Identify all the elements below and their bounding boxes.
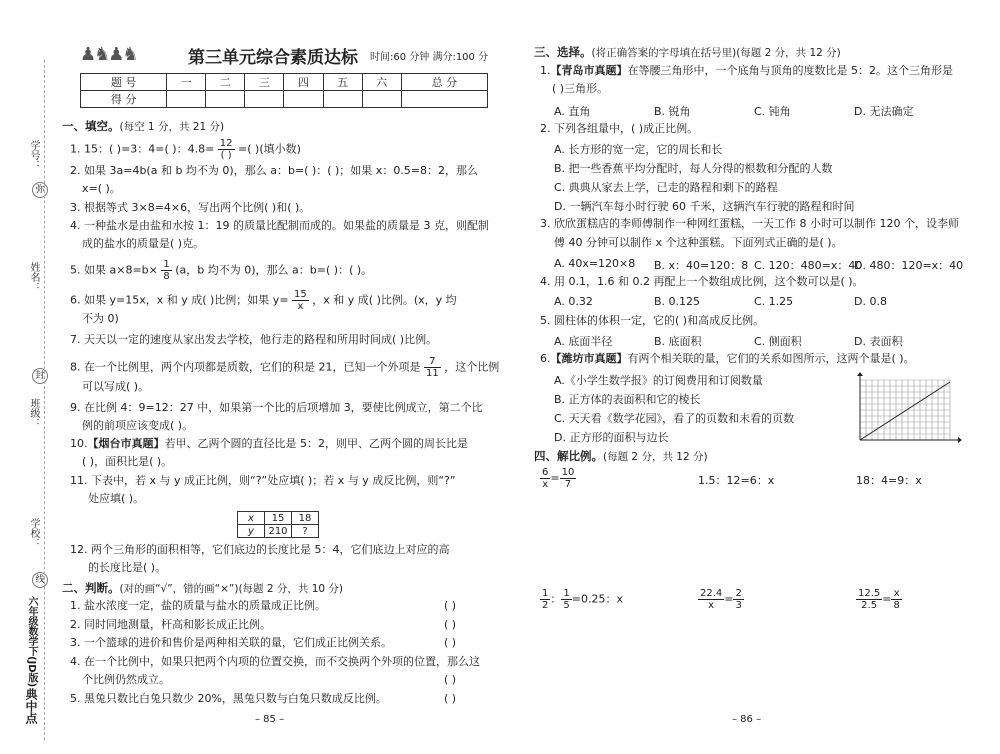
source-tag: 【潍坊市真题】: [550, 352, 628, 365]
cut-line: [44, 60, 46, 740]
choice-6: 6.【潍坊市真题】有两个相关联的量，它们的关系如图所示，这两个量是( )。: [540, 352, 915, 365]
xy-cell: 210: [265, 525, 292, 538]
graph-line: [860, 382, 950, 440]
x-axis-arrow-icon: [958, 437, 962, 443]
page-title: 第三单元综合素质达标: [188, 48, 358, 68]
question-2: 2. 如果 3a=4b(a 和 b 均不为 0)，那么 a：b=( )：( )；如果 x：0.5=8：2，那么: [70, 164, 479, 177]
answer-paren[interactable]: ( ): [444, 692, 457, 705]
question-6: 6. 如果 y=15x，x 和 y 成( )比例；如果 y= $\frac{15}{x}$ ，x 和 y 成( )比例。(x，y 均: [70, 289, 457, 312]
option[interactable]: A. 40x=120×8: [554, 257, 636, 270]
question-10: 10.【烟台市真题】若甲、乙两个圆的直径比是 5：2，则甲、乙两个圆的周长比是: [70, 437, 468, 450]
y-axis-arrow-icon: [857, 372, 863, 376]
question-4-cont: 成的盐水的质量是( )克。: [82, 237, 205, 250]
option[interactable]: C. 1.25: [754, 295, 794, 308]
xy-cell: ?: [292, 525, 319, 538]
question-11-cont: 处应填( )。: [88, 492, 145, 505]
judge-5: 5. 黑兔只数比白兔只数少 20%，黑兔只数与白兔只数成反比例。: [70, 692, 387, 705]
option[interactable]: C. 典典从家去上学，已走的路程和剩下的路程: [554, 181, 778, 194]
answer-paren[interactable]: ( ): [444, 673, 457, 686]
score-cell[interactable]: [401, 91, 487, 108]
option[interactable]: A. 0.32: [554, 295, 593, 308]
fraction: $\frac{15}{x}$: [294, 289, 307, 312]
choice-1-cont: ( )三角形。: [552, 82, 609, 95]
margin-seal-xian: 线: [32, 572, 48, 588]
score-cell[interactable]: [323, 91, 362, 108]
source-tag: 【青岛市真题】: [550, 64, 628, 77]
equation-5: $\frac{22.4}{x}$ = $\frac{2}{3}$: [700, 588, 742, 611]
question-12-cont: 的长度比是( )。: [88, 561, 167, 574]
score-table: [80, 73, 488, 108]
right-page: [500, 0, 1000, 754]
option[interactable]: B. 0.125: [654, 295, 701, 308]
xy-cell: 15: [265, 512, 292, 525]
score-header: 二: [206, 74, 245, 91]
option[interactable]: C. 钝角: [754, 105, 791, 118]
fraction: $\frac{x}{8}$: [893, 588, 900, 611]
margin-book-title: 六年级数学下(JD版): [26, 596, 37, 688]
score-row-label: 得 分: [81, 91, 167, 108]
xy-table: [237, 511, 319, 538]
option[interactable]: B. x：40=120：8: [654, 259, 749, 272]
margin-seal-mi: 弥: [32, 182, 48, 198]
header-figures-icon: ♟♞♟♞: [80, 44, 137, 65]
choice-2: 2. 下列各组量中，( )成正比例。: [540, 122, 699, 135]
fraction: $\frac{2}{3}$: [735, 588, 742, 611]
margin-name-label: 姓名：: [28, 262, 39, 292]
score-cell[interactable]: [362, 91, 401, 108]
time-score-info: 时间:60 分钟 满分:100 分: [370, 52, 489, 63]
margin-seal-feng: 封: [32, 368, 48, 384]
question-9: 9. 在比例 4：9=12：27 中，如果第一个比的后项增加 3，要使比例成立，第二个比: [70, 401, 483, 414]
section-2-heading: 二、判断。(对的画“√”，错的画“×”)(每题 2 分，共 10 分): [62, 581, 344, 595]
question-6-cont: 不为 0): [82, 312, 119, 325]
margin-student-id-label: 学号：: [28, 140, 39, 170]
equation-3: 18：4=9：x: [856, 474, 922, 487]
score-header: 总 分: [401, 74, 487, 91]
answer-paren[interactable]: ( ): [444, 599, 457, 612]
equation-6: $\frac{12.5}{2.5}$ = $\frac{x}{8}$: [858, 588, 900, 611]
score-header: 三: [245, 74, 284, 91]
equation-1: $\frac{6}{x}$ = $\frac{10}{7}$: [542, 467, 575, 490]
question-9-cont: 例的前项应该变成( )。: [82, 419, 194, 432]
question-5: 5. 如果 a×8=b× $\frac{1}{8}$ (a，b 均不为 0)，那么 a：b=( )：( )。: [70, 259, 373, 282]
question-1: 1. 15：( )=3：4=( )：4.8= $\frac{12}{( )}$ =( )(填小数): [70, 138, 301, 161]
score-cell[interactable]: [167, 91, 206, 108]
relationship-graph: [852, 372, 962, 448]
judge-2: 2. 同时同地测量，杆高和影长成正比例。: [70, 618, 271, 631]
question-10-cont: ( )，面积比是( )。: [82, 455, 173, 468]
option[interactable]: B. 底面积: [654, 335, 702, 348]
section-3-heading: 三、选择。(将正确答案的字母填在括号里)(每题 2 分，共 12 分): [534, 45, 841, 59]
option[interactable]: B. 把一些香蕉平均分配时，每人分得的根数和分配的人数: [554, 162, 833, 175]
fraction: $\frac{1}{2}$: [542, 588, 549, 611]
page-number: – 86 –: [732, 714, 762, 725]
option[interactable]: A. 直角: [554, 105, 591, 118]
answer-paren[interactable]: ( ): [444, 618, 457, 631]
source-tag: 【烟台市真题】: [87, 437, 165, 450]
question-3: 3. 根据等式 3×8=4×6，写出两个比例( )和( )。: [70, 201, 311, 214]
equation-2: 1.5：12=6：x: [698, 474, 775, 487]
score-header: 四: [284, 74, 323, 91]
page-number: – 85 –: [255, 714, 285, 725]
fraction: $\frac{10}{7}$: [561, 467, 575, 490]
margin-class-label: 班级：: [28, 398, 39, 428]
option[interactable]: D. 一辆汽车每小时行驶 60 千米，这辆汽车行驶的路程和时间: [554, 200, 855, 213]
question-8-cont: 可以写成( )。: [82, 380, 150, 393]
question-8: 8. 在一个比例里，两个内项都是质数，它们的积是 21，已知一个外项是 $\frac{7}{11}$ ，这个比例: [70, 356, 500, 379]
score-header: 一: [167, 74, 206, 91]
option[interactable]: C. 120：480=x：40: [754, 259, 863, 272]
section-1-heading: 一、填空。(每空 1 分，共 21 分): [62, 119, 225, 133]
question-2-cont: x=( )。: [82, 182, 121, 195]
score-header: 五: [323, 74, 362, 91]
score-cell[interactable]: [206, 91, 245, 108]
option[interactable]: B. 锐角: [654, 105, 691, 118]
fraction: $\frac{7}{11}$: [425, 356, 439, 379]
choice-3: 3. 欣欣蛋糕店的李师傅制作一种网红蛋糕，一天工作 8 小时可以制作 120 个，设李师: [540, 217, 959, 230]
question-11: 11. 下表中，若 x 与 y 成正比例，则“?”处应填( )；若 x 与 y 成反比例，则“?”: [70, 474, 456, 487]
fraction: $\frac{22.4}{x}$: [700, 588, 723, 611]
question-12: 12. 两个三角形的面积相等，它们底边的长度比是 5：4，它们底边上对应的高: [70, 543, 450, 556]
option[interactable]: D. 480：120=x：40: [854, 259, 964, 272]
option[interactable]: C. 侧面积: [754, 335, 802, 348]
option[interactable]: A. 长方形的宽一定，它的周长和长: [554, 143, 723, 156]
judge-4: 4. 在一个比例中，如果只把两个内项的位置交换，而不交换两个外项的位置，那么这: [70, 655, 480, 668]
option[interactable]: A. 底面半径: [554, 335, 613, 348]
fraction: $\frac{1}{5}$: [563, 588, 570, 611]
choice-4: 4. 用 0.1，1.6 和 0.2 再配上一个数组成比例，这个数可以是( )。: [540, 275, 864, 288]
option[interactable]: B. 正方体的表面积和它的棱长: [554, 393, 701, 406]
choice-1: 1.【青岛市真题】在等腰三角形中，一个底角与顶角的度数比是 5：2。这个三角形是: [540, 64, 953, 77]
judge-3: 3. 一个篮球的进价和售价是两种相关联的量，它们成正比例关系。: [70, 636, 392, 649]
answer-paren[interactable]: ( ): [444, 636, 457, 649]
score-cell[interactable]: [284, 91, 323, 108]
judge-1: 1. 盐水浓度一定，盐的质量与盐水的质量成正比例。: [70, 599, 326, 612]
xy-cell: y: [238, 525, 265, 538]
score-header: 六: [362, 74, 401, 91]
choice-3-cont: 傅 40 分钟可以制作 x 个这种蛋糕。下面列式正确的是( )。: [554, 236, 843, 249]
option[interactable]: A.《小学生数学报》的订阅费用和订阅数量: [554, 374, 763, 387]
margin-school-label: 学校：: [28, 518, 39, 548]
fraction: $\frac{12}{( )}$: [219, 138, 233, 161]
fraction: $\frac{12.5}{2.5}$: [858, 588, 881, 611]
xy-cell: 18: [292, 512, 319, 525]
judge-4-cont: 个比例仍然成立。: [82, 673, 170, 686]
choice-5: 5. 圆柱体的体积一定，它的( )和高成反比例。: [540, 314, 765, 327]
option[interactable]: D. 表面积: [854, 335, 903, 348]
option[interactable]: D. 正方形的面积与边长: [554, 431, 669, 444]
fraction: $\frac{6}{x}$: [542, 467, 549, 490]
margin-brand: 典中点: [24, 688, 38, 724]
score-header: 题 号: [81, 74, 167, 91]
question-4: 4. 一种盐水是由盐和水按 1：19 的质量比配制而成的。如果盐的质量是 3 克，则配制: [70, 219, 489, 232]
score-cell[interactable]: [245, 91, 284, 108]
option[interactable]: C. 天天看《数学花园》，看了的页数和未看的页数: [554, 412, 795, 425]
equation-4: $\frac{1}{2}$ ： $\frac{1}{5}$ =0.25：x: [542, 588, 623, 611]
option[interactable]: D. 0.8: [854, 295, 887, 308]
fraction: $\frac{1}{8}$: [163, 259, 170, 282]
section-4-heading: 四、解比例。(每题 2 分，共 12 分): [534, 449, 708, 463]
xy-cell: x: [238, 512, 265, 525]
option[interactable]: D. 无法确定: [854, 105, 914, 118]
question-7: 7. 天天以一定的速度从家出发去学校，他行走的路程和所用时间成( )比例。: [70, 333, 438, 346]
